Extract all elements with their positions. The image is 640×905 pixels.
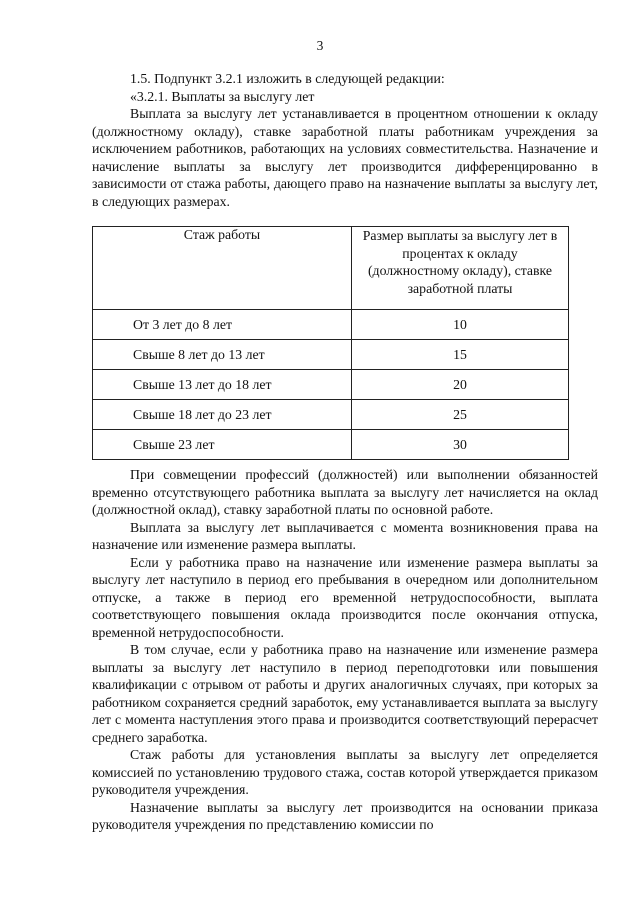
header-payment-text: Размер выплаты за выслугу лет в процентах к окладу (должностному окладу), ставке заработной платы: [362, 228, 558, 296]
table-row: [93, 340, 569, 370]
row-value: 30: [352, 430, 569, 460]
amendment-line: 1.5. Подпункт 3.2.1 изложить в следующей редакции:: [130, 71, 445, 86]
table-row: [93, 400, 569, 430]
table-row: [93, 430, 569, 460]
paragraph-payment-start: Выплата за выслугу лет выплачивается с момента возникновения права на назначение или изменение размера выплаты.: [92, 519, 598, 552]
row-range: Свыше 23 лет: [93, 430, 352, 460]
intro-paragraph: Выплата за выслугу лет устанавливается в процентном отношении к окладу (должностному окладу), ставке заработной платы работникам учреждения за исключением работников, работающих на условиях совместительства. Назначение и начисление выплаты за выслугу лет производится дифференцированно в зависимости от стажа работы, дающего право на назначение выплаты за выслугу лет, в следующих размерах.: [92, 106, 598, 209]
row-value: 10: [352, 310, 569, 340]
row-value: 25: [352, 400, 569, 430]
seniority-table: [92, 226, 569, 460]
paragraph-order: Назначение выплаты за выслугу лет производится на основании приказа руководителя учреждения по представлению комиссии по: [92, 799, 598, 832]
row-range: Свыше 18 лет до 23 лет: [93, 400, 352, 430]
row-value: 15: [352, 340, 569, 370]
intro-block: [92, 70, 598, 210]
row-value: 20: [352, 370, 569, 400]
header-experience: Стаж работы: [93, 227, 352, 310]
body-block: [92, 466, 598, 834]
row-range: От 3 лет до 8 лет: [93, 310, 352, 340]
paragraph-vacation: Если у работника право на назначение или изменение размера выплаты за выслугу лет наступило в период его пребывания в очередном или дополнительном отпуске, а также в период его временной нетрудоспособности, выплата соответствующего повышения оклада производится после окончания отпуска, временной нетрудоспособности.: [92, 554, 598, 640]
table-row: [93, 310, 569, 340]
paragraph-combination: При совмещении профессий (должностей) или выполнении обязанностей временно отсутствующего работника выплата за выслугу лет начисляется на оклад (должностной оклад), ставку заработной платы по основной работе.: [92, 467, 598, 517]
row-range: Свыше 13 лет до 18 лет: [93, 370, 352, 400]
table-header-row: [93, 227, 569, 310]
paragraph-training: В том случае, если у работника право на назначение или изменение размера выплаты за выслугу лет наступило в период переподготовки или повышения квалификации с отрывом от работы и других аналогичных случаях, при которых за работником сохраняется средний заработок, ему устанавливается выплата за выслугу лет с момента наступления этого права и производится соответствующий перерасчет среднего заработка.: [92, 642, 598, 745]
header-payment-size: [352, 227, 569, 310]
section-heading: «3.2.1. Выплаты за выслугу лет: [130, 88, 315, 104]
row-range: Свыше 8 лет до 13 лет: [93, 340, 352, 370]
page-number: 3: [316, 38, 324, 53]
paragraph-commission: Стаж работы для установления выплаты за выслугу лет определяется комиссией по установлению трудового стажа, состав которой утверждается приказом руководителя учреждения.: [92, 747, 598, 797]
table-row: [93, 370, 569, 400]
